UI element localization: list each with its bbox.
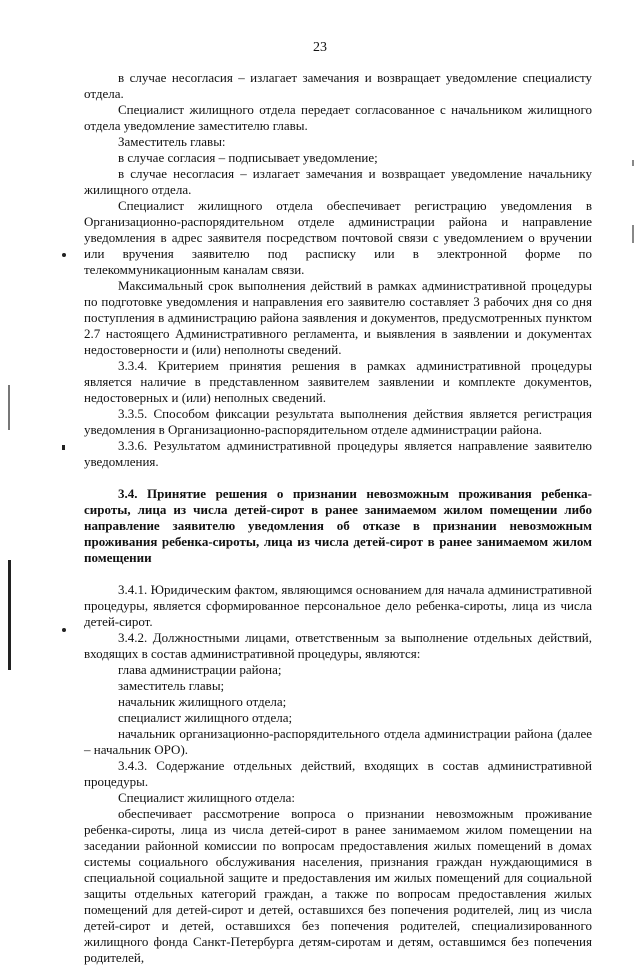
section-heading: 3.4. Принятие решения о признании невозможным проживания ребенка-сироты, лица из числа детей-сирот в ранее занимаемом жилом помещении либо направление заявителю уведомления об отказе в признании невозможным проживания ребенка-сироты, лица из числа детей-сирот в ранее занимаемом жилом помещении xyxy=(84,486,592,565)
scan-artifact-mark xyxy=(62,253,66,257)
page-number: 23 xyxy=(313,40,327,55)
paragraph: Специалист жилищного отдела: xyxy=(118,790,296,805)
paragraph: Максимальный срок выполнения действий в рамках административной процедуры по подготовке уведомления и направления его заявителю составляет 3 рабочих дня со дня поступления в администрацию района заявления и документов, предусмотренных пунктом 2.7 настоящего Административного регламента, и выявления в заявлении и документах недостоверности и (или) неполноты сведений. xyxy=(84,278,592,357)
paragraph: в случае несогласия – излагает замечания и возвращает уведомление специалисту отдела. xyxy=(84,70,592,101)
paragraph: 3.4.2. Должностными лицами, ответственным за выполнение отдельных действий, входящих в состав административной процедуры, являются: xyxy=(84,630,592,661)
paragraph: Специалист жилищного отдела передает согласованное с начальником жилищного отдела уведомление заместителю главы. xyxy=(84,102,592,133)
paragraph: Специалист жилищного отдела обеспечивает регистрацию уведомления в Организационно-распорядительном отделе администрации района и направление уведомления в адрес заявителя посредством почтовой связи с уведомлением о вручении или вручения заявителю под расписку или в электронной форме по телекоммуникационным каналам связи. xyxy=(84,198,592,277)
paragraph: в случае согласия – подписывает уведомление; xyxy=(118,150,378,165)
paragraph: обеспечивает рассмотрение вопроса о признании невозможным проживание ребенка-сироты, лица из числа детей-сирот в ранее занимаемом жилом помещении на заседании районной комиссии по вопросам предоставления жилых помещений в домах системы социального обслуживания населения, признания граждан нуждающимися в специальной социальной защите и предоставления им жилых помещений для социальной защиты отдельных категорий граждан, а также по вопросам предоставления жилых помещений для детей-сирот и детей, оставшихся без попечения родителей, лиц из числа детей-сирот и детей, оставшихся без попечения родителей, специализированного жилищного фонда Санкт-Петербурга детям-сиротам и детям, оставшимся без попечения родителей, xyxy=(84,806,592,965)
list-item: начальник жилищного отдела; xyxy=(118,694,287,709)
list-item: глава администрации района; xyxy=(118,662,282,677)
paragraph: 3.3.5. Способом фиксации результата выполнения действия является регистрация уведомления в Организационно-распорядительном отделе администрации района. xyxy=(84,406,592,437)
list-item: заместитель главы; xyxy=(118,678,225,693)
paragraph: Заместитель главы: xyxy=(118,134,226,149)
paragraph: 3.3.6. Результатом административной процедуры является направление заявителю уведомления. xyxy=(84,438,592,469)
list-item: специалист жилищного отдела; xyxy=(118,710,293,725)
scan-artifact-mark xyxy=(8,560,11,670)
scan-artifact-mark xyxy=(632,225,634,243)
paragraph: 3.4.3. Содержание отдельных действий, входящих в состав административной процедуры. xyxy=(84,758,592,789)
scan-artifact-mark xyxy=(8,385,10,430)
scan-artifact-mark xyxy=(62,628,66,632)
scan-artifact-mark xyxy=(62,445,65,450)
document-body xyxy=(84,70,592,966)
paragraph: 3.3.4. Критерием принятия решения в рамках административной процедуры является наличие в представленном заявителем заявлении и комплекте документов, недостоверных и (или) неполных сведений. xyxy=(84,358,592,405)
paragraph: начальник организационно-распорядительного отдела администрации района (далее – начальник ОРО). xyxy=(84,726,592,757)
paragraph: в случае несогласия – излагает замечания и возвращает уведомление начальнику жилищного отдела. xyxy=(84,166,592,197)
scan-artifact-mark xyxy=(632,160,634,166)
paragraph: 3.4.1. Юридическим фактом, являющимся основанием для начала административной процедуры, является сформированное персональное дело ребенка-сироты, лица из числа детей-сирот. xyxy=(84,582,592,629)
